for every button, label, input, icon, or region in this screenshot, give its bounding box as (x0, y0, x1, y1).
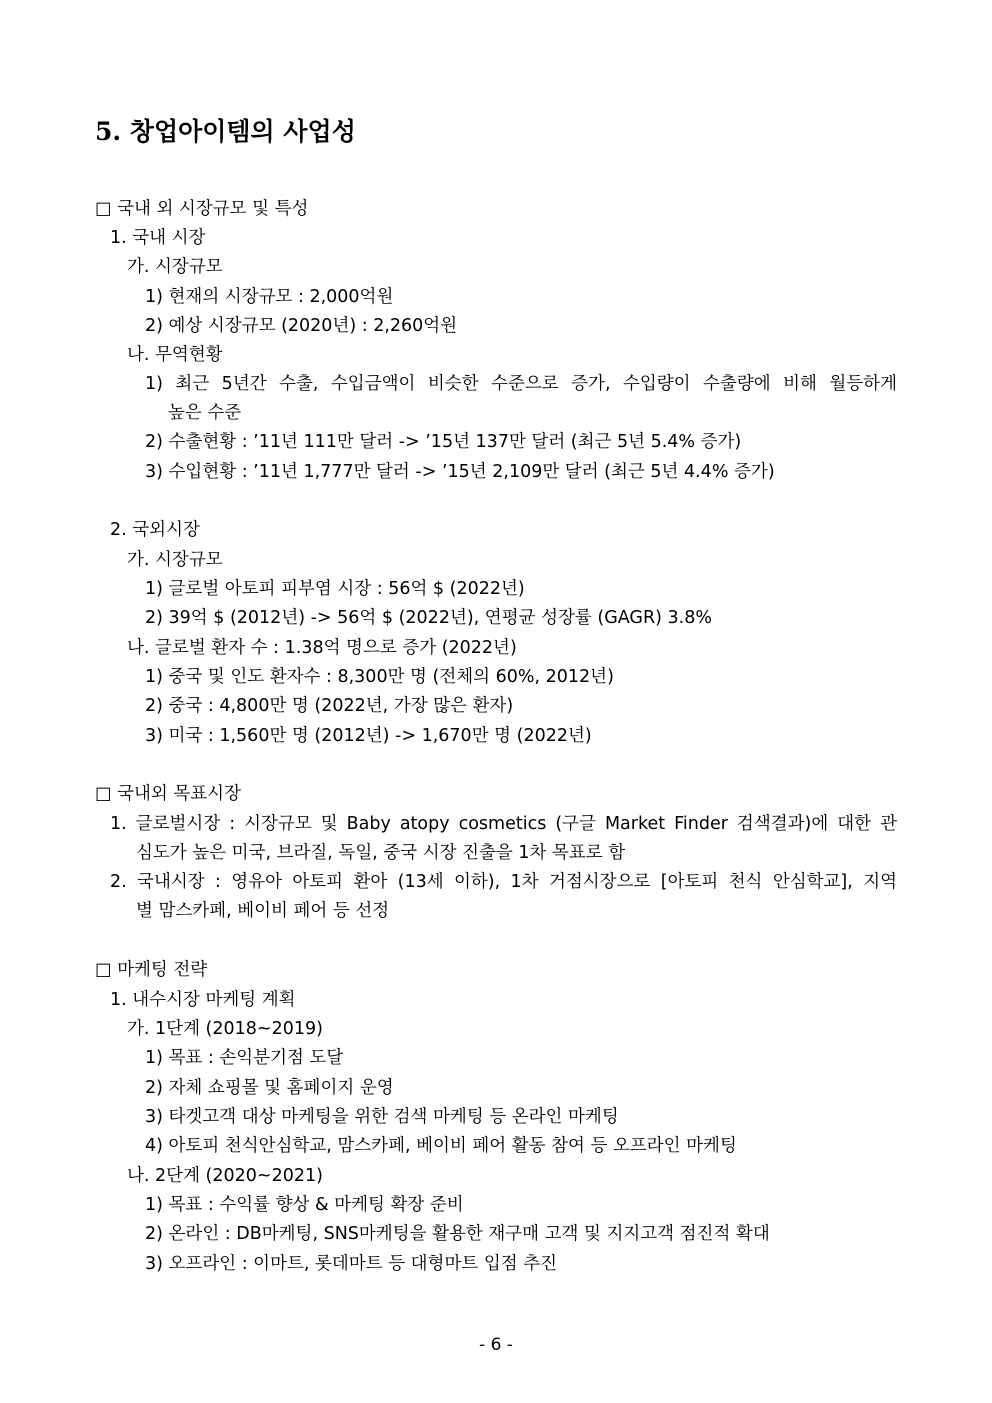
list-item: 1) 글로벌 아토피 피부염 시장 : 56억 $ (2022년) (145, 579, 525, 599)
list-item: 1. 글로벌시장 : 시장규모 및 Baby atopy cosmetics (구글 Market Finder 검색결과)에 대한 관 (110, 814, 897, 834)
section-heading-marketing: □ 마케팅 전략 (95, 960, 208, 980)
list-item: 3) 미국 : 1,560만 명 (2012년) -> 1,670만 명 (2022년) (145, 726, 592, 746)
list-item: 1) 최근 5년간 수출, 수입금액이 비슷한 수준으로 증가, 수입량이 수출량에 비해 월등하게 (145, 374, 897, 394)
list-item: 1. 국내 시장 (110, 228, 206, 248)
list-item: 2) 39억 $ (2012년) -> 56억 $ (2022년), 연평균 성장률 (GAGR) 3.8% (145, 608, 712, 628)
list-item: 1) 현재의 시장규모 : 2,000억원 (145, 287, 394, 307)
list-item: 3) 수입현황 : ’11년 1,777만 달러 -> ’15년 2,109만 달러 (최근 5년 4.4% 증가) (145, 462, 775, 482)
list-item: 나. 2단계 (2020~2021) (127, 1166, 323, 1186)
section-heading-target-market: □ 국내외 목표시장 (95, 784, 241, 804)
list-item: 1) 중국 및 인도 환자수 : 8,300만 명 (전체의 60%, 2012년) (145, 667, 614, 687)
list-item: 3) 오프라인 : 이마트, 롯데마트 등 대형마트 입점 추진 (145, 1254, 558, 1274)
list-item: 가. 시장규모 (127, 257, 223, 277)
page-number: - 6 - (479, 1335, 513, 1355)
list-item: 2) 자체 쇼핑몰 및 홈페이지 운영 (145, 1078, 394, 1098)
list-item-continuation: 심도가 높은 미국, 브라질, 독일, 중국 시장 진출을 1차 목표로 함 (136, 843, 626, 863)
list-item: 1) 목표 : 손익분기점 도달 (145, 1048, 344, 1068)
list-item: 2. 국외시장 (110, 520, 200, 540)
list-item: 4) 아토피 천식안심학교, 맘스카페, 베이비 페어 활동 참여 등 오프라인 마케팅 (145, 1136, 737, 1156)
list-item-continuation: 별 맘스카페, 베이비 페어 등 선정 (136, 901, 390, 921)
list-item: 2) 예상 시장규모 (2020년) : 2,260억원 (145, 316, 458, 336)
list-item-continuation: 높은 수준 (168, 403, 242, 423)
list-item: 가. 1단계 (2018~2019) (127, 1019, 323, 1039)
list-item: 나. 글로벌 환자 수 : 1.38억 명으로 증가 (2022년) (127, 638, 517, 658)
list-item: 3) 타겟고객 대상 마케팅을 위한 검색 마케팅 등 온라인 마케팅 (145, 1107, 619, 1127)
list-item: 2) 중국 : 4,800만 명 (2022년, 가장 많은 환자) (145, 696, 514, 716)
list-item: 나. 무역현황 (127, 345, 223, 365)
list-item: 1. 내수시장 마케팅 계획 (110, 990, 296, 1010)
section-title: 5. 창업아이템의 사업성 (95, 117, 356, 146)
list-item: 2. 국내시장 : 영유아 아토피 환아 (13세 이하), 1차 거점시장으로 [아토피 천식 안심학교], 지역 (110, 872, 897, 892)
list-item: 2) 수출현황 : ’11년 111만 달러 -> ’15년 137만 달러 (최근 5년 5.4% 증가) (145, 432, 742, 452)
list-item: 1) 목표 : 수익률 향상 & 마케팅 확장 준비 (145, 1195, 464, 1215)
section-heading-market: □ 국내 외 시장규모 및 특성 (95, 199, 309, 219)
list-item: 가. 시장규모 (127, 550, 223, 570)
list-item: 2) 온라인 : DB마케팅, SNS마케팅을 활용한 재구매 고객 및 지지고객 점진적 확대 (145, 1224, 770, 1244)
